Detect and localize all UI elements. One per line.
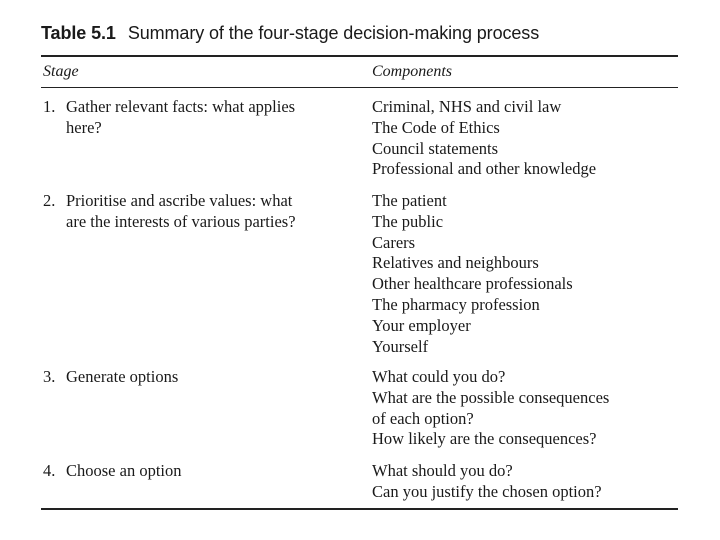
- table-header-rule: [41, 87, 678, 88]
- component-item: What are the possible consequences: [372, 387, 610, 407]
- stage-number: 1.: [43, 97, 56, 116]
- table-title: Summary of the four-stage decision-making process: [127, 23, 540, 43]
- component-item: of each option?: [372, 408, 474, 428]
- component-item: Can you justify the chosen option?: [372, 481, 602, 501]
- stage-text: Generate options: [66, 367, 179, 386]
- column-header-stage: Stage: [43, 63, 79, 80]
- component-item: Council statements: [372, 138, 499, 158]
- stage-text: Prioritise and ascribe values: what: [66, 191, 293, 210]
- component-item: Professional and other knowledge: [372, 159, 597, 179]
- component-item: Relatives and neighbours: [372, 253, 539, 273]
- component-item: Your employer: [372, 315, 471, 335]
- stage-number: 2.: [43, 191, 56, 210]
- table-caption: [41, 23, 539, 44]
- stage-cell: [43, 97, 353, 139]
- components-cell: [372, 97, 672, 180]
- component-item: Criminal, NHS and civil law: [372, 97, 562, 116]
- table-number: Table 5.1: [41, 23, 116, 43]
- component-item: What could you do?: [372, 367, 506, 386]
- stage-text: Choose an option: [66, 461, 182, 480]
- stage-text: Gather relevant facts: what applies: [66, 97, 296, 116]
- component-item: What should you do?: [372, 461, 513, 480]
- stage-text: are the interests of various parties?: [66, 211, 296, 231]
- column-header-components: Components: [372, 63, 452, 80]
- components-cell: [372, 191, 672, 357]
- component-item: The public: [372, 211, 444, 231]
- component-item: The patient: [372, 191, 447, 210]
- stage-cell: [43, 461, 353, 482]
- component-item: Carers: [372, 232, 416, 252]
- components-cell: [372, 367, 672, 450]
- table-bottom-rule: [41, 508, 678, 510]
- stage-number: 4.: [43, 461, 56, 480]
- stage-cell: [43, 191, 353, 233]
- components-cell: [372, 461, 672, 503]
- component-item: Yourself: [372, 336, 429, 356]
- component-item: The Code of Ethics: [372, 117, 500, 137]
- stage-number: 3.: [43, 367, 56, 386]
- component-item: Other healthcare professionals: [372, 274, 573, 294]
- component-item: The pharmacy profession: [372, 294, 540, 314]
- stage-cell: [43, 367, 353, 388]
- component-item: How likely are the consequences?: [372, 429, 597, 449]
- stage-text: here?: [66, 117, 102, 137]
- table-top-rule: [41, 55, 678, 57]
